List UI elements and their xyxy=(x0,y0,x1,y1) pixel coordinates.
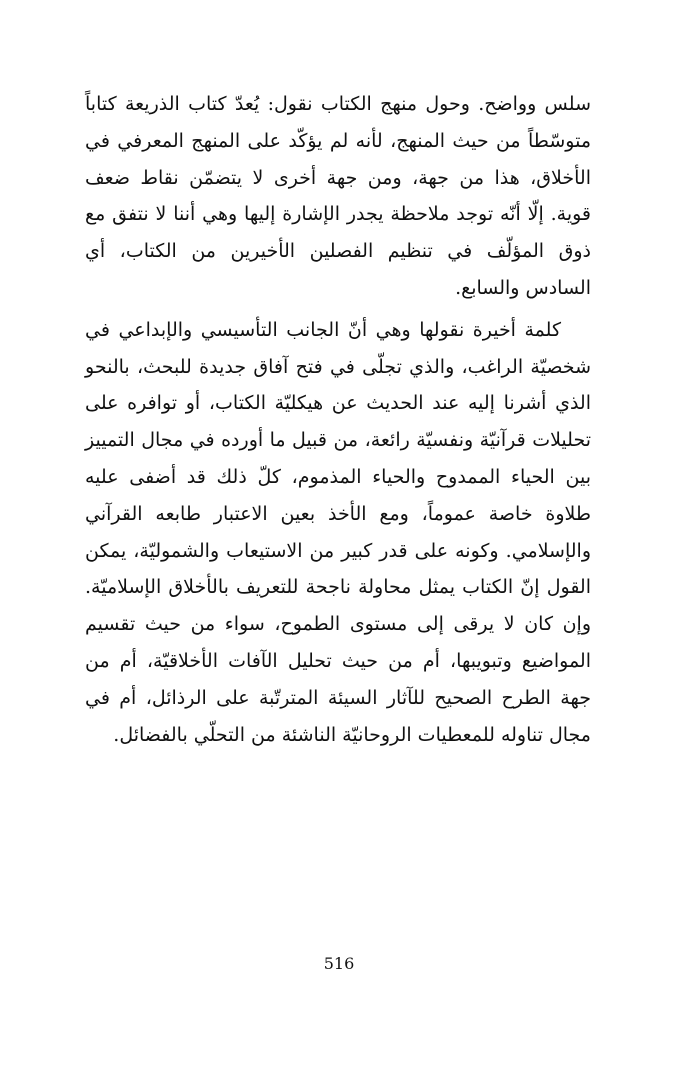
paragraph-continuation: سلس وواضح. وحول منهج الكتاب نقول: يُعدّ كتاب الذريعة كتاباً متوسّطاً من حيث المنهج، لأنه لم يؤكّد على المنهج المعرفي في الأخلاق، هذا من جهة، ومن جهة أخرى لا يتضمّن نقاط ضعف قوية. إلّا أنّه توجد ملاحظة يجدر الإشارة إليها وهي أننا لا نتفق مع ذوق المؤلّف في تنظيم الفصلين الأخيرين من الكتاب، أي السادس والسابع. xyxy=(85,93,591,299)
page-number: 516 xyxy=(323,954,355,973)
paragraph-final-remarks: كلمة أخيرة نقولها وهي أنّ الجانب التأسيسي والإبداعي في شخصيّة الراغب، والذي تجلّى في فتح آفاق جديدة للبحث، بالنحو الذي أشرنا إليه عند الحديث عن هيكليّة الكتاب، أو توافره على تحليلات قرآنيّة ونفسيّة رائعة، من قبيل ما أورده في مجال التمييز بين الحياء الممدوح والحياء المذموم، كلّ ذلك قد أضفى عليه طلاوة خاصة عموماً، ومع الأخذ بعين الاعتبار طابعه القرآني والإسلامي. وكونه على قدر كبير من الاستيعاب والشموليّة، يمكن القول إنّ الكتاب يمثل محاولة ناجحة للتعريف بالأخلاق الإسلاميّة. وإن كان لا يرقى إلى مستوى الطموح، سواء من حيث تقسيم المواضيع وتبويبها، أم من حيث تحليل الآفات الأخلاقيّة، أم من جهة الطرح الصحيح للآثار السيئة المترتّبة على الرذائل، أم في مجال تناوله للمعطيات الروحانيّة الناشئة من التحلّي بالفضائل. xyxy=(85,318,591,746)
body-text xyxy=(85,86,591,753)
